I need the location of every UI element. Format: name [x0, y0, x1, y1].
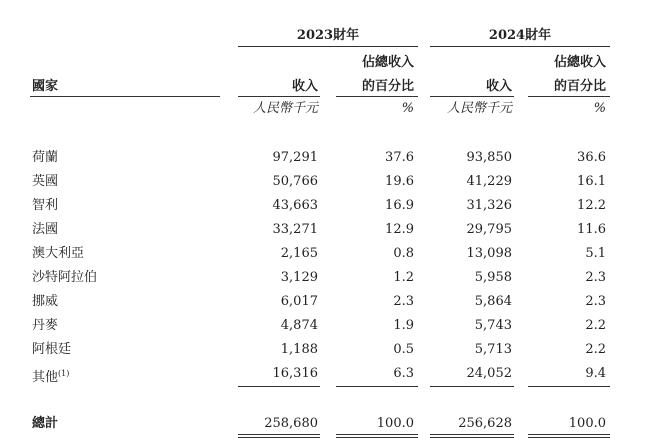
- country-cell-with-footnote: [32, 366, 69, 386]
- total-rev-2023: 258,680: [264, 416, 318, 431]
- subtotal-rule-pct-2023: [336, 386, 418, 387]
- country-header-underline: [30, 96, 220, 97]
- revenue-2024-header: 收入: [485, 79, 512, 94]
- revenue-2023-cell: 33,271: [272, 222, 318, 237]
- total-double-rule-b-pct-2023: [336, 437, 418, 438]
- year-2023-underline: [238, 46, 418, 47]
- unit-revenue-2023: 人民幣千元: [252, 101, 318, 116]
- revenue-2023-cell: 97,291: [272, 150, 318, 165]
- pct-2023-cell: 0.5: [393, 342, 414, 357]
- country-cell: 阿根廷: [32, 342, 72, 357]
- revenue-2024-cell: 29,795: [466, 222, 512, 237]
- pct-2023-cell: 12.9: [385, 222, 414, 237]
- pct-2023-cell: 37.6: [385, 150, 414, 165]
- pct-2023-cell: 6.3: [393, 366, 414, 381]
- country-cell: 澳大利亞: [32, 246, 85, 261]
- revenue-2024-cell: 5,713: [474, 342, 512, 357]
- total-double-rule-a-rev-2023: [238, 434, 320, 435]
- pct-2024-cell: 36.6: [577, 150, 606, 165]
- year-2024-header: 2024財年: [488, 28, 552, 43]
- total-pct-2023: 100.0: [376, 416, 414, 431]
- revenue-2023-header: 收入: [291, 79, 318, 94]
- pct-2023-cell: 16.9: [385, 198, 414, 213]
- revenue-2023-cell: 43,663: [272, 198, 318, 213]
- footnote-marker: (1): [58, 369, 70, 378]
- country-cell: 英國: [32, 174, 59, 189]
- pct-2024-cell: 2.3: [585, 270, 606, 285]
- pct-2024-header-line2: 的百分比: [553, 79, 606, 94]
- pct-2024-cell: 2.2: [585, 342, 606, 357]
- pct-2024-cell: 2.2: [585, 318, 606, 333]
- pct-2023-cell: 1.2: [393, 270, 414, 285]
- pct-2023-header-underline: [336, 96, 418, 97]
- total-rev-2024: 256,628: [458, 416, 512, 431]
- revenue-2023-cell: 50,766: [272, 174, 318, 189]
- unit-revenue-2024: 人民幣千元: [446, 101, 512, 116]
- total-double-rule-a-rev-2024: [430, 434, 514, 435]
- pct-2023-cell: 19.6: [385, 174, 414, 189]
- revenue-2023-cell: 1,188: [280, 342, 318, 357]
- pct-2023-cell: 0.8: [393, 246, 414, 261]
- unit-pct-2024: %: [593, 101, 606, 116]
- subtotal-rule-rev-2024: [430, 386, 514, 387]
- country-cell: 智利: [32, 198, 59, 213]
- country-label: 其他: [32, 370, 59, 385]
- revenue-2023-cell: 2,165: [280, 246, 318, 261]
- revenue-2023-cell: 16,316: [272, 366, 318, 381]
- subtotal-rule-rev-2023: [238, 386, 320, 387]
- country-cell: 丹麥: [32, 318, 59, 333]
- year-2024-underline: [430, 46, 610, 47]
- revenue-2024-cell: 24,052: [466, 366, 512, 381]
- revenue-2023-cell: 4,874: [280, 318, 318, 333]
- pct-2024-cell: 9.4: [585, 366, 606, 381]
- subtotal-rule-pct-2024: [528, 386, 610, 387]
- revenue-2024-cell: 93,850: [466, 150, 512, 165]
- pct-2024-cell: 12.2: [577, 198, 606, 213]
- total-pct-2024: 100.0: [568, 416, 606, 431]
- total-double-rule-b-pct-2024: [528, 437, 610, 438]
- revenue-2024-cell: 31,326: [466, 198, 512, 213]
- revenue-2023-cell: 3,129: [280, 270, 318, 285]
- country-cell: 沙特阿拉伯: [32, 270, 98, 285]
- pct-2023-header-line2: 的百分比: [361, 79, 414, 94]
- revenue-2024-cell: 41,229: [466, 174, 512, 189]
- pct-2024-cell: 16.1: [577, 174, 606, 189]
- pct-2023-header-line1: 佔總收入: [361, 55, 414, 70]
- country-cell: 荷蘭: [32, 150, 59, 165]
- pct-2023-cell: 1.9: [393, 318, 414, 333]
- revenue-2024-cell: 5,958: [474, 270, 512, 285]
- pct-2024-cell: 2.3: [585, 294, 606, 309]
- total-double-rule-a-pct-2024: [528, 434, 610, 435]
- year-2023-header: 2023財年: [296, 28, 360, 43]
- country-cell: 法國: [32, 222, 59, 237]
- revenue-2024-cell: 5,743: [474, 318, 512, 333]
- unit-pct-2023: %: [401, 101, 414, 116]
- country-cell: 挪威: [32, 294, 59, 309]
- pct-2024-cell: 11.6: [577, 222, 606, 237]
- pct-2023-cell: 2.3: [393, 294, 414, 309]
- revenue-2024-header-underline: [430, 96, 514, 97]
- revenue-2024-cell: 13,098: [466, 246, 512, 261]
- pct-2024-header-line1: 佔總收入: [553, 55, 606, 70]
- total-double-rule-b-rev-2023: [238, 437, 320, 438]
- country-column-header: 國家: [32, 79, 59, 94]
- total-label: 總計: [32, 416, 59, 431]
- total-double-rule-a-pct-2023: [336, 434, 418, 435]
- total-double-rule-b-rev-2024: [430, 437, 514, 438]
- revenue-2024-cell: 5,864: [474, 294, 512, 309]
- pct-2024-cell: 5.1: [585, 246, 606, 261]
- pct-2024-header-underline: [528, 96, 610, 97]
- revenue-2023-header-underline: [238, 96, 320, 97]
- revenue-2023-cell: 6,017: [280, 294, 318, 309]
